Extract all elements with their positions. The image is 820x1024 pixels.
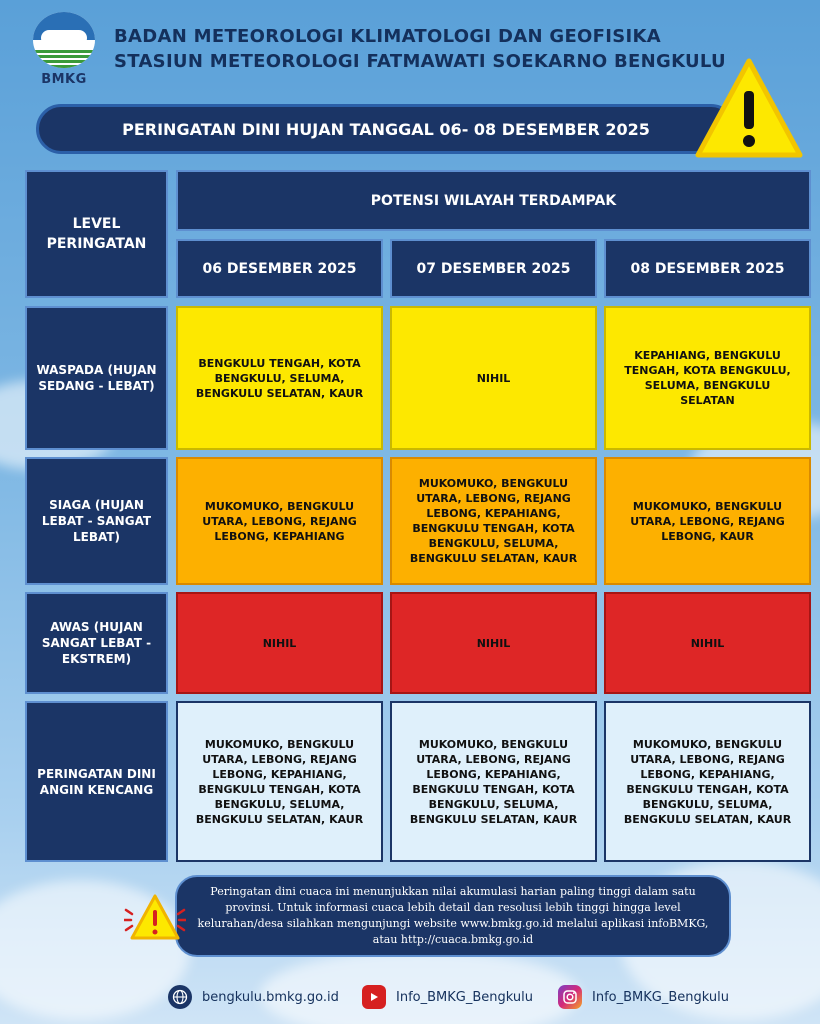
disclaimer-note [175,875,731,957]
level-header: LEVEL PERINGATAN [25,170,168,298]
siaga-cell-06: MUKOMUKO, BENGKULU UTARA, LEBONG, REJANG LEBONG, KEPAHIANG [176,457,383,585]
alert-icon [124,888,186,944]
warning-triangle-icon [692,55,806,161]
station-name: STASIUN METEOROLOGI FATMAWATI SOEKARNO BENGKULU [114,51,726,72]
level-siaga: SIAGA (HUJAN LEBAT - SANGAT LEBAT) [25,457,168,585]
level-awas: AWAS (HUJAN SANGAT LEBAT - EKSTREM) [25,592,168,694]
bmkg-logo [30,12,98,92]
waspada-cell-06: BENGKULU TENGAH, KOTA BENGKULU, SELUMA, BENGKULU SELATAN, KAUR [176,306,383,450]
angin-cell-08: MUKOMUKO, BENGKULU UTARA, LEBONG, REJANG LEBONG, KEPAHIANG, BENGKULU TENGAH, KOTA BENGKULU, SELUMA, BENGKULU SELATAN, KAUR [604,701,811,862]
level-angin-kencang: PERINGATAN DINI ANGIN KENCANG [25,701,168,862]
siaga-cell-07: MUKOMUKO, BENGKULU UTARA, LEBONG, REJANG LEBONG, KEPAHIANG, BENGKULU TENGAH, KOTA BENGKULU, SELUMA, BENGKULU SELATAN, KAUR [390,457,597,585]
youtube-handle[interactable]: Info_BMKG_Bengkulu [396,989,533,1005]
footer-website[interactable] [168,985,339,1009]
waspada-cell-08: KEPAHIANG, BENGKULU TENGAH, KOTA BENGKULU, SELUMA, BENGKULU SELATAN [604,306,811,450]
footer [0,985,820,1015]
level-waspada: WASPADA (HUJAN SEDANG - LEBAT) [25,306,168,450]
date-header-3: 08 DESEMBER 2025 [604,239,811,298]
angin-cell-06: MUKOMUKO, BENGKULU UTARA, LEBONG, REJANG LEBONG, KEPAHIANG, BENGKULU TENGAH, KOTA BENGKULU, SELUMA, BENGKULU SELATAN, KAUR [176,701,383,862]
date-header-1: 06 DESEMBER 2025 [176,239,383,298]
instagram-icon [558,985,582,1009]
org-name: BADAN METEOROLOGI KLIMATOLOGI DAN GEOFISIKA [114,26,661,47]
page-title: PERINGATAN DINI HUJAN TANGGAL 06- 08 DESEMBER 2025 [122,119,650,139]
disclaimer-text: Peringatan dini cuaca ini menunjukkan nilai akumulasi harian paling tinggi dalam satu provinsi. Untuk informasi cuaca lebih detail dan resolusi lebih tinggi hingga level kelurahan/desa silahkan mengunjungi website www.bmkg.go.id melalui aplikasi infoBMKG, atau http://cuaca.bmkg.go.id [197,885,709,946]
youtube-icon [362,985,386,1009]
awas-cell-08: NIHIL [604,592,811,694]
footer-youtube[interactable] [362,985,533,1009]
title-banner [36,104,736,154]
siaga-cell-08: MUKOMUKO, BENGKULU UTARA, LEBONG, REJANG LEBONG, KAUR [604,457,811,585]
website-link[interactable]: bengkulu.bmkg.go.id [202,989,339,1005]
globe-icon [168,985,192,1009]
logo-text: BMKG [41,72,87,87]
bmkg-logo-mark [33,12,95,68]
area-header: POTENSI WILAYAH TERDAMPAK [176,170,811,231]
footer-instagram[interactable] [558,985,729,1009]
awas-cell-07: NIHIL [390,592,597,694]
waspada-cell-07: NIHIL [390,306,597,450]
instagram-handle[interactable]: Info_BMKG_Bengkulu [592,989,729,1005]
date-header-2: 07 DESEMBER 2025 [390,239,597,298]
awas-cell-06: NIHIL [176,592,383,694]
angin-cell-07: MUKOMUKO, BENGKULU UTARA, LEBONG, REJANG LEBONG, KEPAHIANG, BENGKULU TENGAH, KOTA BENGKULU, SELUMA, BENGKULU SELATAN, KAUR [390,701,597,862]
